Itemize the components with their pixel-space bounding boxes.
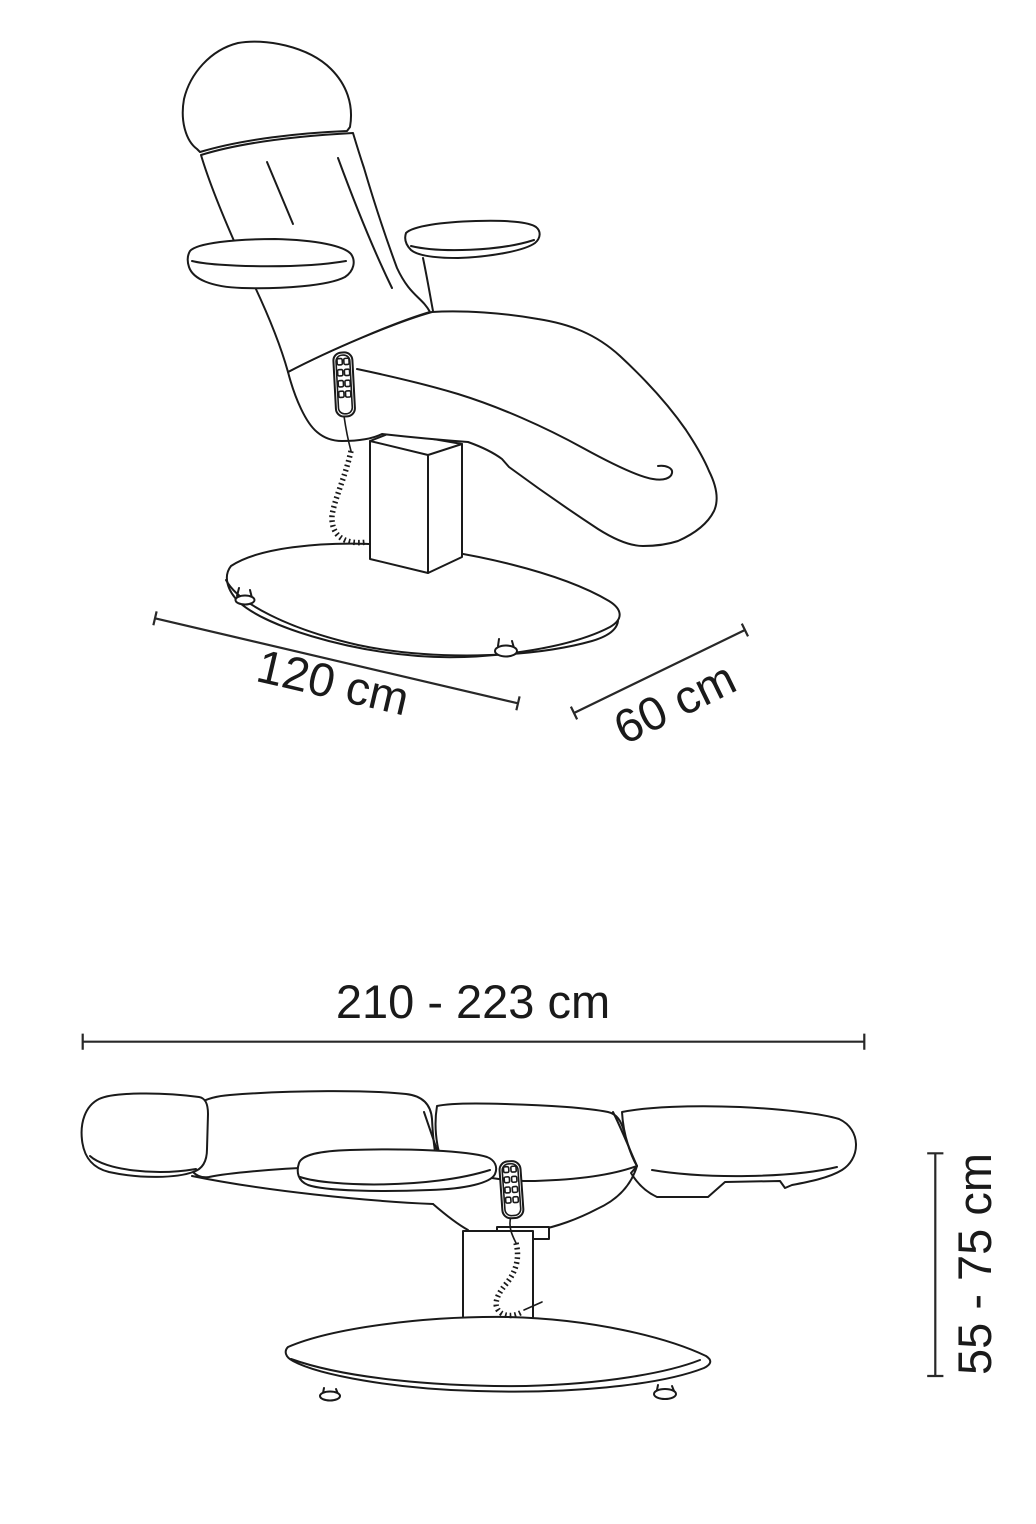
base-length-label: 120 cm	[252, 638, 415, 726]
remote-control	[333, 352, 355, 417]
base-width-label: 60 cm	[605, 650, 744, 755]
base-foot	[320, 1388, 340, 1401]
base-plate	[286, 1317, 711, 1401]
dimension-base-width	[571, 625, 771, 768]
armrest-left	[188, 239, 354, 288]
armrest-right	[405, 221, 539, 311]
height-range-label: 55 - 75 cm	[948, 1152, 1001, 1376]
armrest	[298, 1149, 496, 1191]
overall-length-label: 210 - 223 cm	[335, 975, 611, 1028]
dimension-overall-length	[83, 975, 865, 1049]
side-view	[82, 975, 1001, 1401]
leg-cushion	[613, 1106, 856, 1197]
base-foot	[654, 1385, 676, 1399]
seat-and-legrest	[288, 311, 717, 546]
dimension-height-range	[928, 1153, 1001, 1376]
perspective-view	[144, 42, 772, 768]
remote-control	[499, 1161, 524, 1219]
lift-column	[370, 432, 462, 573]
head-cushion	[82, 1093, 208, 1176]
